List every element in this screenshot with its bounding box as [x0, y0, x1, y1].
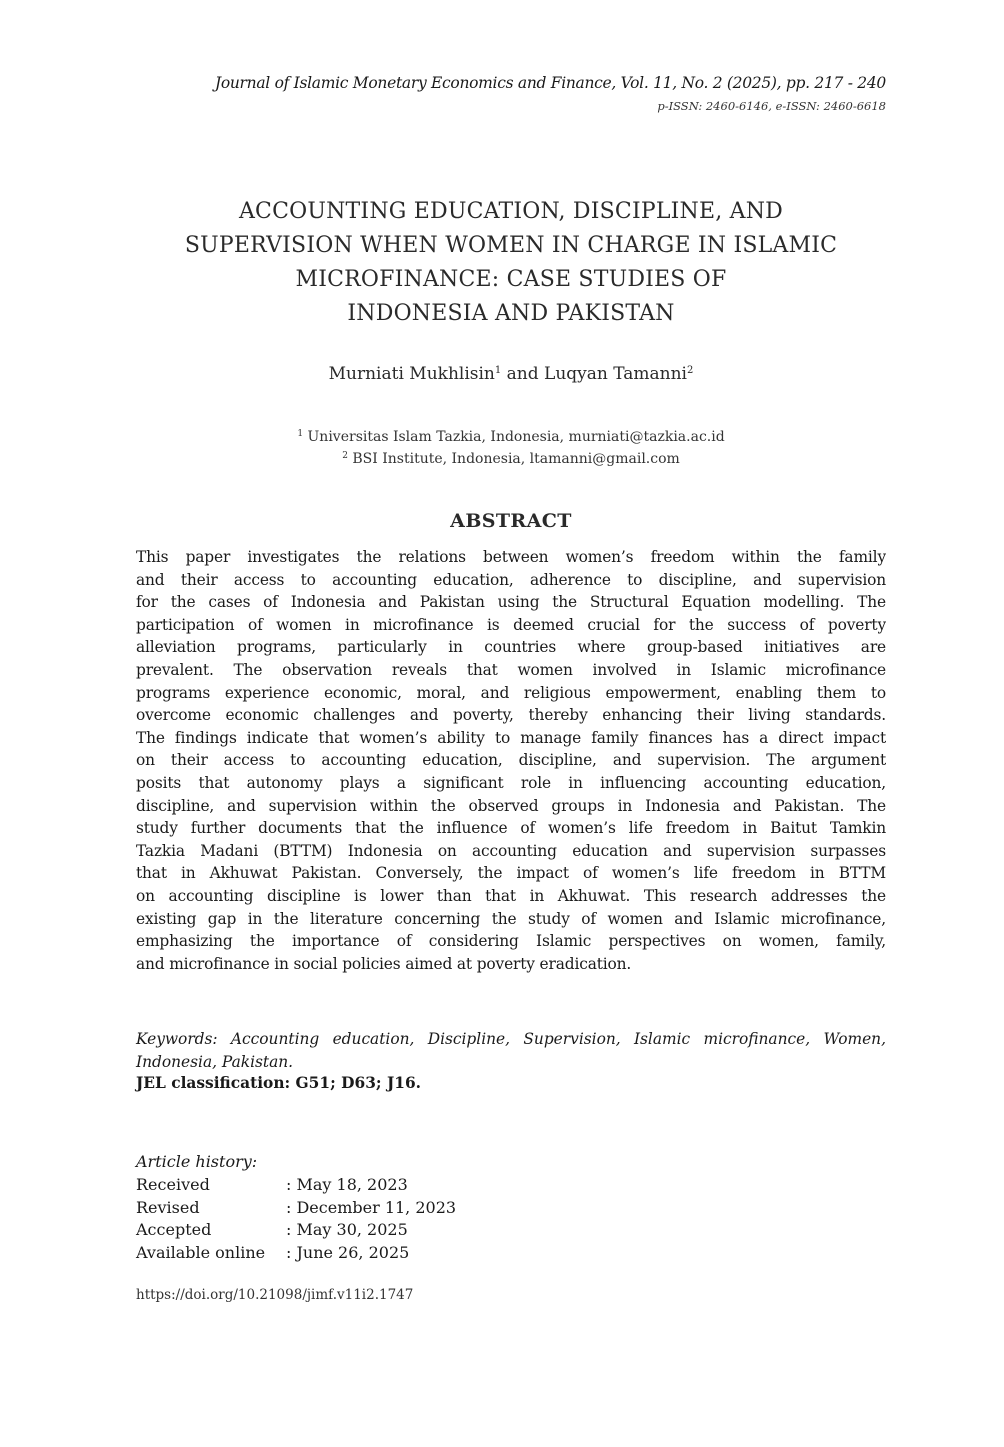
- abstract-line: and their access to accounting education, adherence to discipline, and supervision: [136, 570, 886, 589]
- keywords-line: Keywords: Accounting education, Discipline, Supervision, Islamic microfinance, Women,: [136, 1030, 886, 1048]
- abstract-line: discipline, and supervision within the observed groups in Indonesia and Pakistan. The: [136, 796, 886, 815]
- abstract-line: on accounting discipline is lower than that in Akhuwat. This research addresses the: [136, 886, 886, 905]
- abstract-line: study further documents that the influence of women’s life freedom in Baitut Tamkin: [136, 819, 886, 838]
- abstract-line: and microfinance in social policies aimed at poverty eradication.: [136, 954, 632, 973]
- history-row: [136, 1219, 456, 1242]
- abstract-line: The findings indicate that women’s ability to manage family finances has a direct impact: [136, 728, 886, 747]
- abstract-heading: ABSTRACT: [450, 510, 572, 532]
- history-key: Received: [136, 1175, 210, 1194]
- history-value: : May 18, 2023: [286, 1175, 408, 1194]
- article-history-label: Article history:: [136, 1152, 258, 1171]
- affiliation-text: BSI Institute, Indonesia, ltamanni@gmail.com: [347, 451, 680, 467]
- history-value: : June 26, 2025: [286, 1242, 410, 1262]
- history-row: [136, 1242, 456, 1265]
- author-affiliation-mark: 1: [494, 365, 502, 376]
- author-list: [136, 364, 886, 384]
- history-key: Revised: [136, 1197, 200, 1217]
- title-line: ACCOUNTING EDUCATION, DISCIPLINE, AND: [238, 199, 784, 224]
- affiliation-mark: 2: [342, 451, 348, 461]
- abstract-line: prevalent. The observation reveals that women involved in Islamic microfinance: [136, 660, 886, 679]
- affiliation-mark: 1: [297, 429, 304, 439]
- author-name: Luqyan Tamanni: [544, 364, 687, 384]
- keywords: [136, 1028, 886, 1073]
- article-history: [136, 1174, 456, 1264]
- doi-link[interactable]: https://doi.org/10.21098/jimf.v11i2.1747: [136, 1287, 414, 1303]
- abstract-line: on their access to accounting education, discipline, and supervision. The argument: [136, 751, 886, 770]
- abstract-line: Tazkia Madani (BTTM) Indonesia on accounting education and supervision surpasses: [136, 841, 886, 860]
- jel-classification: JEL classification: G51; D63; J16.: [136, 1074, 422, 1092]
- history-value: : May 30, 2025: [286, 1220, 408, 1240]
- author-conjunction: and: [501, 364, 545, 384]
- abstract-line: This paper investigates the relations between women’s freedom within the family: [136, 548, 886, 566]
- abstract-line: posits that autonomy plays a significant role in influencing accounting education,: [136, 773, 886, 792]
- abstract-body: [136, 546, 886, 975]
- author-name: Murniati Mukhlisin: [328, 364, 495, 384]
- title-line: INDONESIA AND PAKISTAN: [347, 301, 675, 326]
- affiliation-text: Universitas Islam Tazkia, Indonesia, murniati@tazkia.ac.id: [303, 429, 725, 445]
- author-affiliation-mark: 2: [687, 365, 694, 376]
- title-line: MICROFINANCE: CASE STUDIES OF: [295, 267, 727, 292]
- history-row: [136, 1174, 456, 1197]
- abstract-line: alleviation programs, particularly in countries where group-based initiatives are: [136, 638, 886, 657]
- affiliation: [136, 451, 886, 467]
- abstract-line: participation of women in microfinance is deemed crucial for the success of poverty: [136, 615, 886, 634]
- abstract-line: emphasizing the importance of considering Islamic perspectives on women, family,: [136, 932, 886, 951]
- history-key: Available online: [136, 1242, 266, 1262]
- abstract-line: that in Akhuwat Pakistan. Conversely, the impact of women’s life freedom in BTTM: [136, 864, 886, 883]
- history-row: [136, 1197, 456, 1220]
- abstract-line: programs experience economic, moral, and religious empowerment, enabling them to: [136, 683, 886, 702]
- paper-title: [136, 195, 886, 331]
- issn-line: p-ISSN: 2460-6146, e-ISSN: 2460-6618: [657, 99, 886, 113]
- affiliation: [136, 429, 886, 445]
- abstract-line: for the cases of Indonesia and Pakistan using the Structural Equation modelling. The: [136, 593, 886, 612]
- history-value: : December 11, 2023: [286, 1197, 457, 1217]
- title-line: SUPERVISION WHEN WOMEN IN CHARGE IN ISLAMIC: [184, 233, 838, 258]
- abstract-line: overcome economic challenges and poverty, thereby enhancing their living standards.: [136, 706, 886, 725]
- history-key: Accepted: [136, 1220, 212, 1240]
- keywords-line: Indonesia, Pakistan.: [136, 1052, 294, 1071]
- abstract-line: existing gap in the literature concerning the study of women and Islamic microfinance,: [136, 909, 886, 928]
- journal-citation: Journal of Islamic Monetary Economics and Finance, Vol. 11, No. 2 (2025), pp. 217 - 240: [214, 74, 886, 92]
